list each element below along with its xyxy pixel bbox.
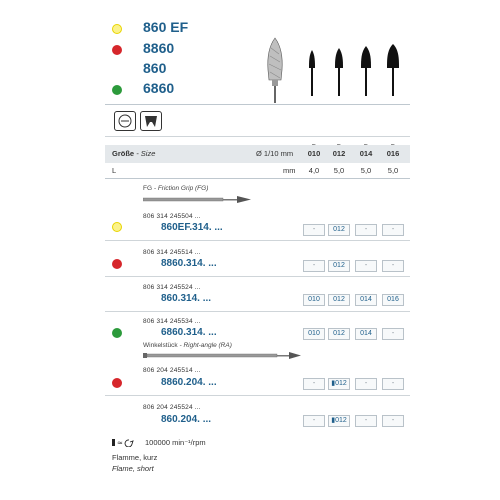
cell-r3-c3[interactable]: 014	[355, 294, 377, 306]
article-code-6: 806 204 245524 ...	[143, 404, 201, 411]
cell-r2-c4[interactable]: -	[382, 260, 404, 272]
shape-label-de: Flamme, kurz	[112, 453, 158, 462]
svg-text:≈: ≈	[117, 439, 123, 447]
length-value-3: 5,0	[360, 166, 372, 175]
size-value-1: 010	[307, 149, 321, 158]
speed-text: 100000 min⁻¹/rpm	[145, 438, 206, 447]
cell-r6-c1[interactable]: -	[303, 415, 325, 427]
size-value-3: 014	[359, 149, 373, 158]
speed-row	[112, 438, 206, 447]
application-icon-tooth	[140, 111, 162, 131]
cell-r1-c3[interactable]: -	[355, 224, 377, 236]
icons-divider	[105, 136, 410, 137]
cell-r3-c4[interactable]: 016	[382, 294, 404, 306]
length-value-4: 5,0	[387, 166, 399, 175]
cell-r5-c2[interactable]: ▮012	[328, 378, 350, 390]
section-title-fg: FG - Friction Grip (FG)	[143, 185, 209, 192]
article-code-2: 806 314 245514 ...	[143, 249, 201, 256]
size-unit: Ø 1/10 mm	[256, 149, 294, 158]
cell-r4-c1[interactable]: 010	[303, 328, 325, 340]
length-value-2: 5,0	[333, 166, 345, 175]
article-code-4: 806 314 245534 ...	[143, 318, 201, 325]
variant-name-860ef: 860 EF	[143, 19, 189, 35]
length-unit: mm	[283, 166, 296, 175]
cell-r1-c1[interactable]: -	[303, 224, 325, 236]
size-value-2: 012	[332, 149, 346, 158]
size-value-4: 016	[386, 149, 400, 158]
bur-photo	[262, 36, 288, 104]
article-number-5: 8860.204. ...	[161, 377, 217, 388]
cell-r5-c3[interactable]: -	[355, 378, 377, 390]
cell-r3-c2[interactable]: 012	[328, 294, 350, 306]
variant-dot-red-row-ra	[112, 378, 122, 388]
cell-r2-c1[interactable]: -	[303, 260, 325, 272]
length-value-1: 4,0	[308, 166, 320, 175]
variant-name-8860: 8860	[143, 40, 175, 56]
table-header-divider	[105, 178, 410, 179]
article-code-5: 806 204 245514 ...	[143, 367, 201, 374]
article-number-3: 860.314. ...	[161, 293, 212, 304]
row-divider	[105, 240, 410, 241]
cell-r3-c1[interactable]: 010	[303, 294, 325, 306]
row-divider	[105, 311, 410, 312]
bur-icon-014	[357, 44, 375, 98]
article-code-3: 806 314 245524 ...	[143, 284, 201, 291]
cell-r2-c2[interactable]: 012	[328, 260, 350, 272]
article-number-1: 860EF.314. ...	[161, 222, 223, 233]
cell-r5-c4[interactable]: -	[382, 378, 404, 390]
cell-r4-c4[interactable]: -	[382, 328, 404, 340]
length-label: L	[112, 166, 117, 175]
section-title-ra: Winkelstück - Right-angle (RA)	[143, 342, 232, 349]
variant-dot-yellow-row	[112, 222, 122, 232]
variant-name-860: 860	[143, 60, 167, 76]
cell-r4-c3[interactable]: 014	[355, 328, 377, 340]
variant-dot-red-row	[112, 259, 122, 269]
bur-icon-016	[383, 42, 403, 98]
cell-r6-c4[interactable]: -	[382, 415, 404, 427]
variant-name-6860: 6860	[143, 80, 175, 96]
application-icon-crown	[114, 111, 136, 131]
variant-dot-green-row	[112, 328, 122, 338]
cell-r2-c3[interactable]: -	[355, 260, 377, 272]
cell-r1-c4[interactable]: -	[382, 224, 404, 236]
article-number-4: 6860.314. ...	[161, 327, 217, 338]
shape-label-en: Flame, short	[112, 464, 154, 473]
size-label: Größe - Size	[112, 149, 156, 158]
fg-bur-drawing	[143, 194, 253, 206]
ra-bur-drawing	[143, 350, 303, 362]
speed-icon	[112, 438, 142, 447]
article-code-1: 806 314 245504 ...	[143, 213, 201, 220]
header-divider	[105, 104, 410, 105]
cell-r1-c2[interactable]: 012	[328, 224, 350, 236]
bur-icon-010	[305, 48, 319, 98]
cell-r4-c2[interactable]: 012	[328, 328, 350, 340]
bur-icon-012	[331, 46, 347, 98]
row-divider	[105, 395, 410, 396]
cell-r5-c1[interactable]: -	[303, 378, 325, 390]
article-number-6: 860.204. ...	[161, 414, 212, 425]
row-divider	[105, 276, 410, 277]
article-number-2: 8860.314. ...	[161, 258, 217, 269]
cell-r6-c2[interactable]: ▮012	[328, 415, 350, 427]
variant-dot-red	[112, 45, 122, 55]
variant-dot-green	[112, 85, 122, 95]
variant-dot-yellow	[112, 24, 122, 34]
cell-r6-c3[interactable]: -	[355, 415, 377, 427]
